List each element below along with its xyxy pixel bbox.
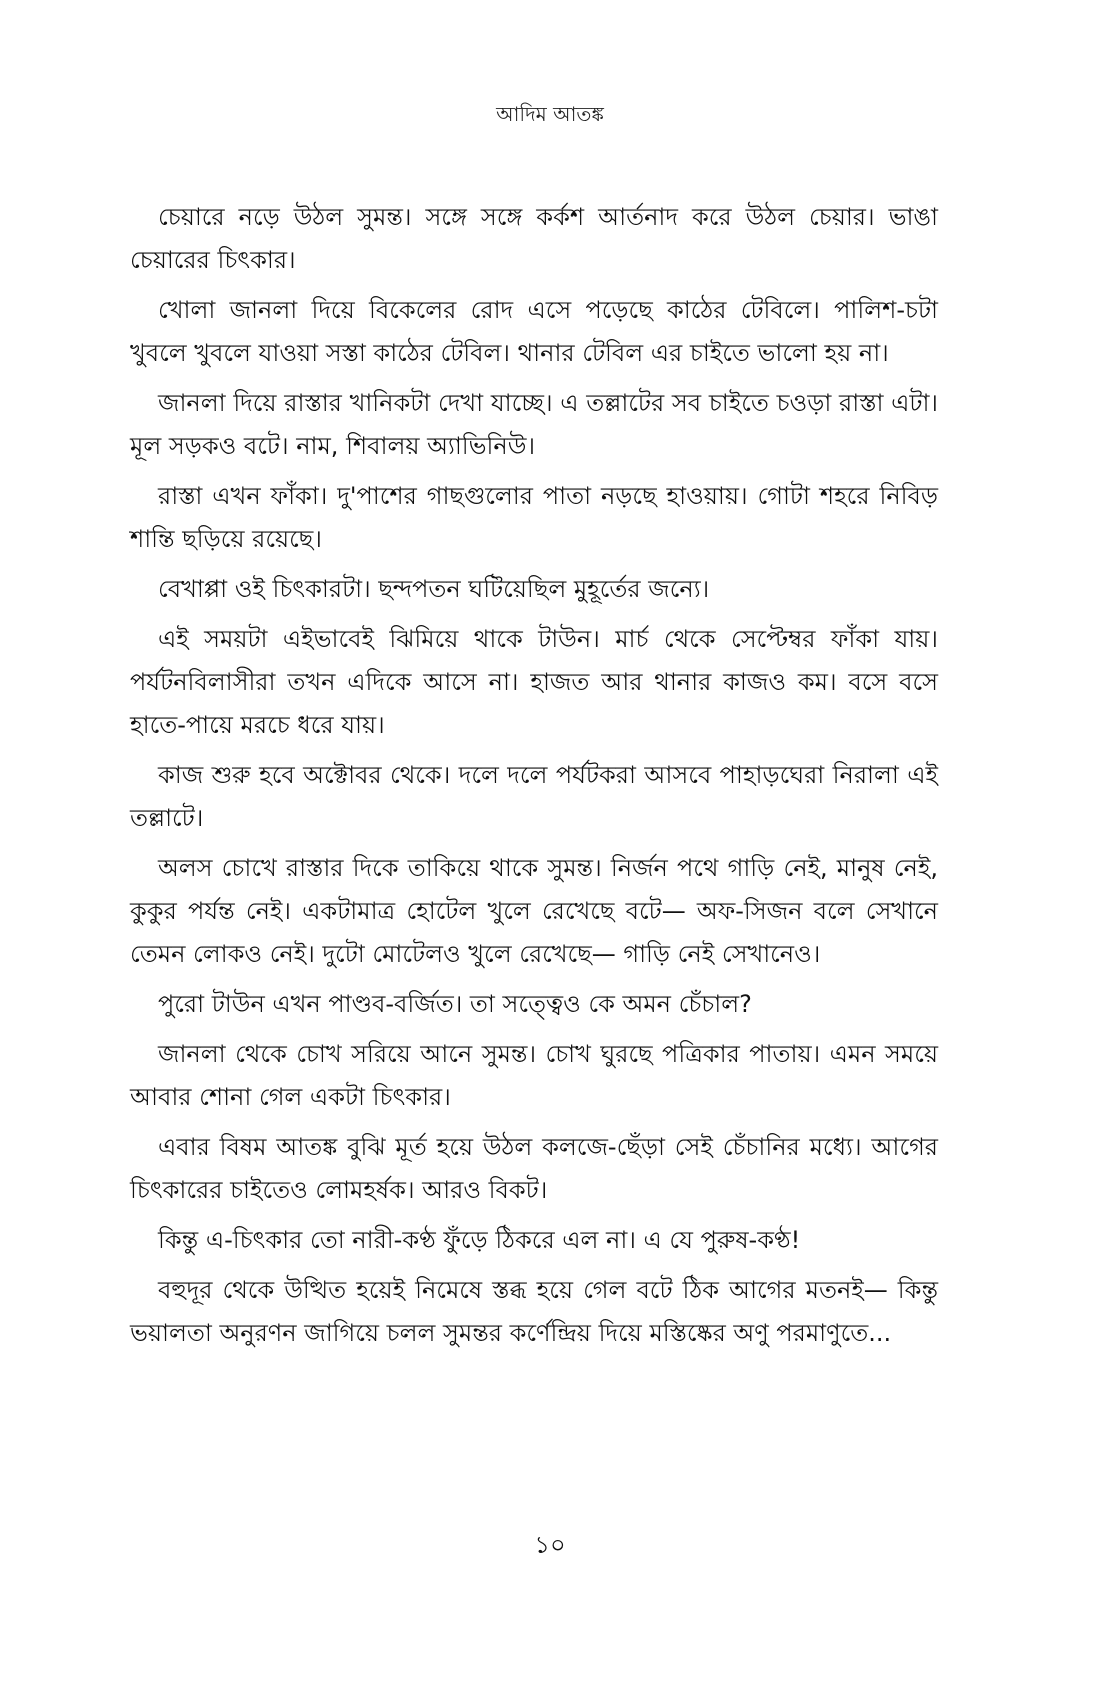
paragraph: খোলা জানলা দিয়ে বিকেলের রোদ এসে পড়েছে কাঠের টেবিলে। পালিশ-চটা খুবলে খুবলে যাওয়া সস্তা কাঠের টেবিল। থানার টেবিল এর চাইতে ভালো হয় না। — [130, 296, 938, 367]
paragraph: চেয়ারে নড়ে উঠল সুমন্ত। সঙ্গে সঙ্গে কর্কশ আর্তনাদ করে উঠল চেয়ার। ভাঙা চেয়ারের চিৎকার। — [130, 203, 938, 274]
paragraph: অলস চোখে রাস্তার দিকে তাকিয়ে থাকে সুমন্ত। নির্জন পথে গাড়ি নেই, মানুষ নেই, কুকুর পর্যন্ত নেই। একটামাত্র হোটেল খুলে রেখেছে বটে— অফ-সিজন বলে সেখানে তেমন লোকও নেই। দুটো মোটেলও খুলে রেখেছে— গাড়ি নেই সেখানেও। — [130, 854, 938, 968]
paragraph: বহুদূর থেকে উত্থিত হয়েই নিমেষে স্তব্ধ হয়ে গেল বটে ঠিক আগের মতনই— কিন্তু ভয়ালতা অনুরণন জাগিয়ে চলল সুমন্তর কর্ণেন্দ্রিয় দিয়ে মস্তিষ্কের অণু পরমাণুতে... — [130, 1276, 938, 1347]
running-header: আদিম আতঙ্ক — [496, 102, 604, 126]
body-text — [130, 196, 938, 1362]
paragraph: জানলা থেকে চোখ সরিয়ে আনে সুমন্ত। চোখ ঘুরছে পত্রিকার পাতায়। এমন সময়ে আবার শোনা গেল একটা চিৎকার। — [130, 1040, 938, 1111]
paragraph: জানলা দিয়ে রাস্তার খানিকটা দেখা যাচ্ছে। এ তল্লাটের সব চাইতে চওড়া রাস্তা এটা। মূল সড়কও বটে। নাম, শিবালয় অ্যাভিনিউ। — [130, 389, 938, 460]
paragraph: কাজ শুরু হবে অক্টোবর থেকে। দলে দলে পর্যটকরা আসবে পাহাড়ঘেরা নিরালা এই তল্লাটে। — [130, 761, 938, 832]
paragraph: এই সময়টা এইভাবেই ঝিমিয়ে থাকে টাউন। মার্চ থেকে সেপ্টেম্বর ফাঁকা যায়। পর্যটনবিলাসীরা তখন এদিকে আসে না। হাজত আর থানার কাজও কম। বসে বসে হাতে-পায়ে মরচে ধরে যায়। — [130, 625, 938, 739]
paragraph: এবার বিষম আতঙ্ক বুঝি মূর্ত হয়ে উঠল কলজে-ছেঁড়া সেই চেঁচানির মধ্যে। আগের চিৎকারের চাইতেও লোমহর্ষক। আরও বিকট। — [130, 1133, 938, 1204]
paragraph: রাস্তা এখন ফাঁকা। দু'পাশের গাছগুলোর পাতা নড়ছে হাওয়ায়। গোটা শহরে নিবিড় শান্তি ছড়িয়ে রয়েছে। — [130, 482, 938, 553]
paragraph: পুরো টাউন এখন পাণ্ডব-বর্জিত। তা সত্ত্বেও কে অমন চেঁচাল? — [158, 990, 752, 1018]
paragraph: কিন্তু এ-চিৎকার তো নারী-কণ্ঠ ফুঁড়ে ঠিকরে এল না। এ যে পুরুষ-কণ্ঠ! — [158, 1226, 801, 1254]
paragraph: বেখাপ্পা ওই চিৎকারটা। ছন্দপতন ঘটিয়েছিল মুহূর্তের জন্যে। — [158, 575, 710, 603]
page-number: ১০ — [534, 1531, 566, 1559]
